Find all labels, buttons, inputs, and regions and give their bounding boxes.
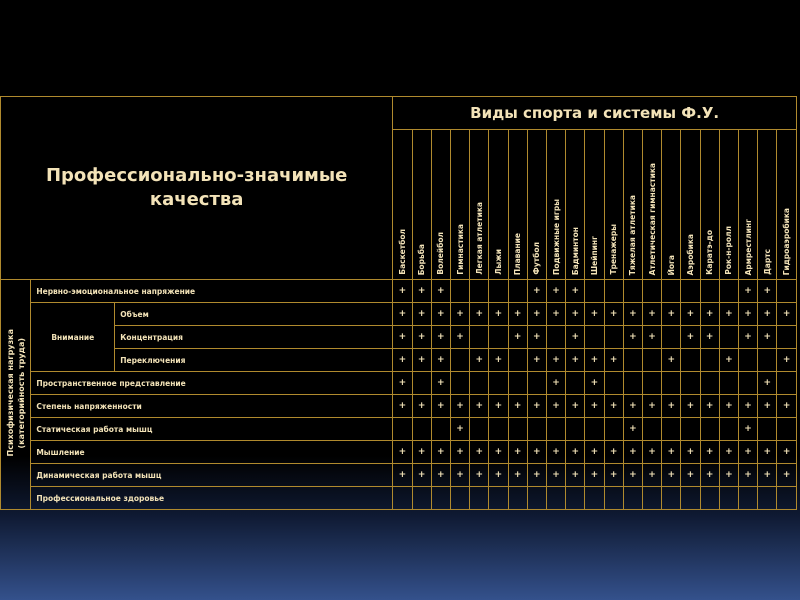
mark-cell [546,487,565,510]
mark-cell: + [566,395,585,418]
mark-cell: + [585,372,604,395]
mark-cell: + [738,464,757,487]
mark-cell: + [623,303,642,326]
sport-header-cell [393,130,412,280]
group-label-cell [31,303,115,372]
mark-cell: + [527,280,546,303]
mark-cell [393,418,412,441]
sport-header-cell [508,130,527,280]
mark-cell [662,280,681,303]
sport-name: Армрестлинг [743,218,753,275]
mark-cell [412,487,431,510]
sport-header-cell [777,130,797,280]
mark-cell: + [508,464,527,487]
mark-cell [777,487,797,510]
sport-header-cell [604,130,623,280]
sport-name: Атлетическая гимнастика [647,162,657,275]
mark-cell [546,418,565,441]
mark-cell [412,372,431,395]
mark-cell: + [489,349,508,372]
table-row [1,349,797,372]
row-label: Мышление [31,441,393,464]
mark-cell: + [450,441,469,464]
mark-cell: + [681,441,700,464]
mark-cell: + [431,395,450,418]
mark-cell: + [642,441,661,464]
mark-cell: + [412,395,431,418]
mark-cell: + [431,326,450,349]
sports-header-label: Виды спорта и системы Ф.У. [470,104,720,122]
mark-cell [489,280,508,303]
mark-cell: + [508,441,527,464]
mark-cell: + [393,326,412,349]
mark-cell [470,418,489,441]
mark-cell [777,280,797,303]
sport-name: Плавание [513,232,523,275]
mark-cell [642,418,661,441]
mark-cell [585,487,604,510]
mark-cell [758,418,777,441]
mark-cell: + [508,326,527,349]
table-row [1,372,797,395]
mark-cell: + [546,395,565,418]
mark-cell [623,372,642,395]
mark-cell: + [412,464,431,487]
mark-cell [566,418,585,441]
mark-cell [700,487,719,510]
mark-cell [527,487,546,510]
mark-cell: + [527,395,546,418]
mark-cell: + [642,326,661,349]
mark-cell: + [642,395,661,418]
sport-name: Тренажеры [609,224,619,275]
mark-cell: + [662,349,681,372]
table-row [1,464,797,487]
mark-cell: + [431,372,450,395]
table-title: Профессионально-значимые качества [45,165,348,210]
mark-cell: + [604,395,623,418]
mark-cell [546,326,565,349]
mark-cell: + [431,280,450,303]
mark-cell: + [719,441,738,464]
mark-cell [623,349,642,372]
row-label: Пространственное представление [31,372,393,395]
mark-cell [777,326,797,349]
mark-cell [585,280,604,303]
mark-cell: + [393,280,412,303]
mark-cell: + [642,464,661,487]
table-row [1,395,797,418]
mark-cell [662,487,681,510]
mark-cell [470,372,489,395]
mark-cell [738,349,757,372]
mark-cell: + [719,464,738,487]
mark-cell: + [546,349,565,372]
mark-cell: + [412,441,431,464]
sport-header-cell [489,130,508,280]
mark-cell: + [623,418,642,441]
row-label: Профессиональное здоровье [31,487,393,510]
table-row [1,418,797,441]
mark-cell: + [393,349,412,372]
mark-cell [489,372,508,395]
side-label-cell [1,280,31,510]
mark-cell: + [738,441,757,464]
mark-cell: + [758,441,777,464]
mark-cell [585,418,604,441]
mark-cell [527,372,546,395]
mark-cell: + [489,464,508,487]
mark-cell [566,487,585,510]
row-label: Нервно-эмоциональное напряжение [31,280,393,303]
mark-cell: + [412,303,431,326]
mark-cell [700,349,719,372]
mark-cell: + [719,349,738,372]
mark-cell: + [470,464,489,487]
sport-name: Борьба [417,243,427,275]
mark-cell: + [681,395,700,418]
mark-cell: + [585,349,604,372]
sport-header-cell [546,130,565,280]
mark-cell: + [393,372,412,395]
mark-cell: + [431,441,450,464]
mark-cell: + [470,395,489,418]
mark-cell: + [527,441,546,464]
mark-cell [700,372,719,395]
mark-cell: + [758,326,777,349]
mark-cell [604,372,623,395]
group-label: Внимание [51,332,95,342]
mark-cell: + [662,464,681,487]
mark-cell: + [527,326,546,349]
mark-cell [681,487,700,510]
mark-cell [604,280,623,303]
mark-cell [585,326,604,349]
mark-cell: + [738,418,757,441]
sport-name: Гимнастика [455,224,465,275]
mark-cell: + [393,441,412,464]
mark-cell: + [508,303,527,326]
mark-cell: + [585,441,604,464]
mark-cell: + [681,464,700,487]
mark-cell: + [470,349,489,372]
mark-cell: + [623,464,642,487]
mark-cell: + [566,303,585,326]
sport-name: Шейпинг [589,235,599,275]
mark-cell: + [604,441,623,464]
mark-cell [470,326,489,349]
mark-cell: + [604,303,623,326]
mark-cell [508,418,527,441]
mark-cell: + [758,395,777,418]
mark-cell [470,280,489,303]
mark-cell [604,487,623,510]
mark-cell: + [585,464,604,487]
mark-cell [623,280,642,303]
mark-cell: + [393,395,412,418]
mark-cell: + [489,303,508,326]
sport-header-cell [758,130,777,280]
row-label: Статическая работа мышц [31,418,393,441]
sport-header-cell [642,130,661,280]
mark-cell: + [585,395,604,418]
sport-name: Аэробика [685,233,695,275]
mark-cell [719,280,738,303]
mark-cell: + [566,441,585,464]
mark-cell [508,280,527,303]
mark-cell [508,487,527,510]
mark-cell: + [662,303,681,326]
mark-cell [527,418,546,441]
mark-cell: + [470,303,489,326]
mark-cell: + [623,395,642,418]
sport-name: Каратэ-до [705,230,715,275]
mark-cell [508,372,527,395]
mark-cell: + [738,395,757,418]
table-row [1,441,797,464]
sport-name: Дартс [762,249,772,275]
mark-cell: + [662,441,681,464]
sport-header-cell [470,130,489,280]
mark-cell: + [527,464,546,487]
mark-cell: + [489,395,508,418]
sport-name: Тяжелая атлетика [628,194,638,275]
mark-cell [700,418,719,441]
mark-cell [758,487,777,510]
mark-cell [489,487,508,510]
mark-cell [719,326,738,349]
mark-cell: + [585,303,604,326]
mark-cell [662,418,681,441]
mark-cell [450,372,469,395]
mark-cell: + [777,464,797,487]
mark-cell [758,349,777,372]
mark-cell: + [662,395,681,418]
mark-cell [431,418,450,441]
mark-cell [623,487,642,510]
sport-header-cell [738,130,757,280]
sport-header-cell [623,130,642,280]
mark-cell: + [450,418,469,441]
row-label: Объем [115,303,393,326]
mark-cell: + [623,441,642,464]
mark-cell: + [412,326,431,349]
mark-cell: + [546,441,565,464]
sport-name: Рок-н-ролл [724,226,734,275]
sport-name: Подвижные игры [551,199,561,275]
mark-cell: + [758,464,777,487]
row-label: Переключения [115,349,393,372]
mark-cell [393,487,412,510]
mark-cell [642,372,661,395]
sports-qualities-table [0,96,797,510]
sport-header-cell [681,130,700,280]
mark-cell: + [412,349,431,372]
sport-name: Йога [666,254,676,275]
sport-header-cell [662,130,681,280]
mark-cell: + [431,303,450,326]
mark-cell: + [700,303,719,326]
mark-cell: + [489,441,508,464]
sport-header-cell [527,130,546,280]
mark-cell [642,349,661,372]
mark-cell: + [566,349,585,372]
mark-cell [719,372,738,395]
mark-cell: + [450,464,469,487]
mark-cell [719,487,738,510]
mark-cell: + [546,372,565,395]
mark-cell: + [777,395,797,418]
mark-cell [508,349,527,372]
mark-cell [450,280,469,303]
mark-cell [681,349,700,372]
sport-header-cell [412,130,431,280]
table-row [1,326,797,349]
mark-cell [431,487,450,510]
mark-cell: + [738,280,757,303]
sport-header-cell [585,130,604,280]
sport-name: Футбол [532,242,542,275]
mark-cell: + [642,303,661,326]
mark-cell [662,372,681,395]
mark-cell: + [431,464,450,487]
mark-cell [681,372,700,395]
mark-cell: + [393,464,412,487]
mark-cell: + [527,349,546,372]
mark-cell: + [431,349,450,372]
mark-cell: + [700,464,719,487]
sport-header-cell [431,130,450,280]
sport-name: Лыжи [493,249,503,275]
mark-cell: + [566,280,585,303]
sport-header-cell [566,130,585,280]
side-label: Психофизическая нагрузка (категорийность труда) [5,328,26,457]
sports-header [393,97,797,130]
mark-cell [681,280,700,303]
sport-header-cell [719,130,738,280]
mark-cell [777,418,797,441]
mark-cell: + [700,395,719,418]
mark-cell: + [719,395,738,418]
mark-cell [489,326,508,349]
mark-cell: + [777,303,797,326]
mark-cell [738,372,757,395]
table-row [1,303,797,326]
mark-cell [604,418,623,441]
sport-name: Баскетбол [397,229,407,275]
mark-cell: + [623,326,642,349]
mark-cell [777,372,797,395]
mark-cell: + [777,349,797,372]
mark-cell [662,326,681,349]
mark-cell: + [604,464,623,487]
sport-header-cell [450,130,469,280]
table-row [1,487,797,510]
row-label: Степень напряженности [31,395,393,418]
sport-header-cell [700,130,719,280]
mark-cell: + [604,349,623,372]
row-label: Динамическая работа мышц [31,464,393,487]
mark-cell: + [758,280,777,303]
table-body [1,280,797,510]
mark-cell [642,487,661,510]
sport-name: Гидроаэробика [782,207,792,275]
mark-cell: + [546,464,565,487]
mark-cell: + [508,395,527,418]
mark-cell: + [566,326,585,349]
mark-cell: + [738,326,757,349]
mark-cell: + [412,280,431,303]
mark-cell: + [738,303,757,326]
mark-cell [470,487,489,510]
mark-cell: + [758,372,777,395]
mark-cell: + [700,326,719,349]
mark-cell [450,349,469,372]
mark-cell [700,280,719,303]
mark-cell: + [393,303,412,326]
table-row [1,280,797,303]
mark-cell: + [546,303,565,326]
mark-cell: + [700,441,719,464]
mark-cell: + [450,395,469,418]
mark-cell: + [777,441,797,464]
mark-cell [489,418,508,441]
mark-cell [450,487,469,510]
mark-cell [604,326,623,349]
mark-cell [719,418,738,441]
mark-cell [566,372,585,395]
mark-cell: + [681,303,700,326]
row-label: Концентрация [115,326,393,349]
mark-cell: + [450,303,469,326]
mark-cell: + [527,303,546,326]
mark-cell [412,418,431,441]
mark-cell: + [546,280,565,303]
mark-cell [738,487,757,510]
mark-cell: + [681,326,700,349]
sport-name: Легкая атлетика [474,202,484,275]
mark-cell: + [758,303,777,326]
sport-name: Бадминтон [570,226,580,275]
mark-cell: + [719,303,738,326]
mark-cell [642,280,661,303]
mark-cell: + [470,441,489,464]
mark-cell: + [450,326,469,349]
mark-cell: + [566,464,585,487]
mark-cell [681,418,700,441]
sport-name: Волейбол [436,232,446,275]
table-title-cell [1,97,393,280]
